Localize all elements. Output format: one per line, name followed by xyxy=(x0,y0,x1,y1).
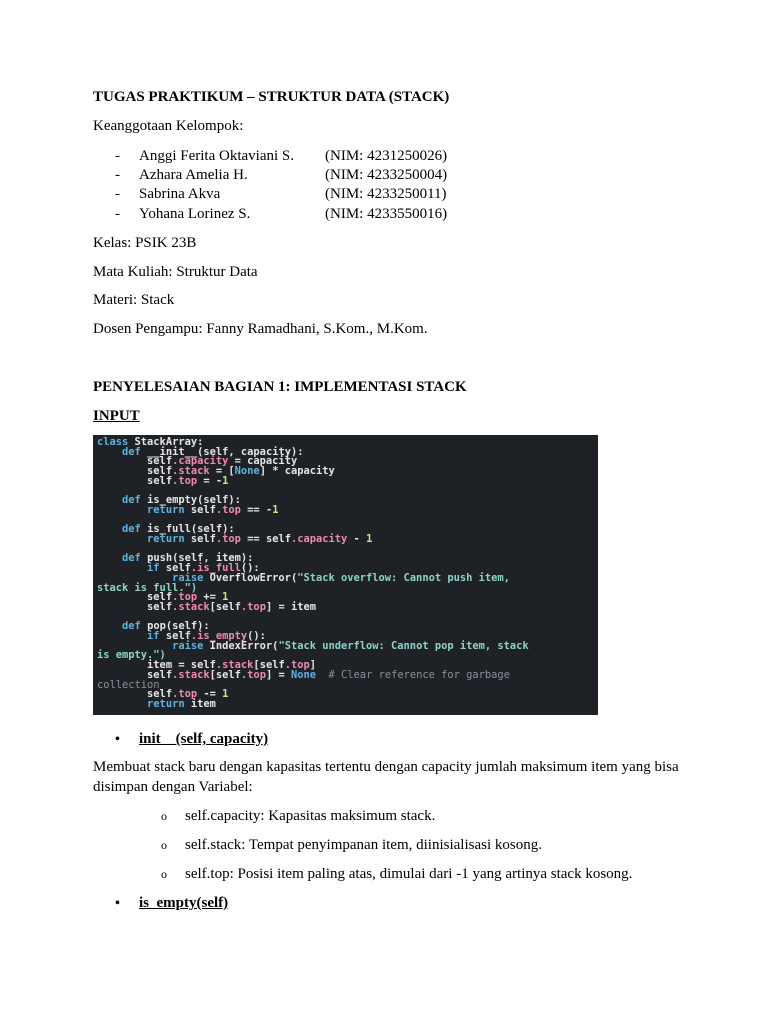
member-item xyxy=(115,205,447,223)
member-item xyxy=(115,147,447,165)
list-dash: - xyxy=(115,167,120,183)
sub-marker: o xyxy=(161,867,167,881)
member-name: Anggi Ferita Oktaviani S. xyxy=(139,148,294,164)
member-name: Azhara Amelia H. xyxy=(139,167,248,183)
list-dash: - xyxy=(115,206,120,222)
sub-marker: o xyxy=(161,809,167,823)
document-title: TUGAS PRAKTIKUM – STRUKTUR DATA (STACK) xyxy=(93,89,450,105)
bullet-is-empty-label: is_empty(self) xyxy=(139,895,229,911)
member-nim: (NIM: 4233550016) xyxy=(325,206,448,222)
init-description: Membuat stack baru dengan kapasitas tertentu dengan capacity jumlah maksimum item yang bisa disimpan dengan Variabel: xyxy=(93,759,679,795)
sub-item-text: self.capacity: Kapasitas maksimum stack. xyxy=(185,808,436,824)
dosen-text: Dosen Pengampu: Fanny Ramadhani, S.Kom., M.Kom. xyxy=(93,321,428,337)
kelas-text: Kelas: PSIK 23B xyxy=(93,235,197,251)
bullet-init xyxy=(115,730,268,749)
member-name: Sabrina Akva xyxy=(139,186,221,202)
group-label: Keanggotaan Kelompok: xyxy=(93,118,244,134)
member-nim: (NIM: 4233250011) xyxy=(325,186,447,202)
member-item xyxy=(115,166,447,184)
sub-item xyxy=(161,836,542,854)
member-name: Yohana Lorinez S. xyxy=(139,206,251,222)
section-heading: PENYELESAIAN BAGIAN 1: IMPLEMENTASI STACK xyxy=(93,379,467,395)
list-dash: - xyxy=(115,148,120,164)
materi-text: Materi: Stack xyxy=(93,292,175,308)
sub-item-text: self.stack: Tempat penyimpanan item, diinisialisasi kosong. xyxy=(185,837,542,853)
bullet-is-empty xyxy=(115,894,228,913)
bullet-dot: • xyxy=(115,732,120,747)
code-screenshot xyxy=(93,435,598,715)
sub-item-text: self.top: Posisi item paling atas, dimulai dari -1 yang artinya stack kosong. xyxy=(185,866,633,882)
mata-kuliah-text: Mata Kuliah: Struktur Data xyxy=(93,264,258,280)
input-label: INPUT xyxy=(93,408,140,424)
list-dash: - xyxy=(115,186,120,202)
member-item xyxy=(115,185,447,203)
sub-item xyxy=(161,865,632,883)
sub-marker: o xyxy=(161,838,167,852)
sub-item xyxy=(161,807,435,825)
bullet-dot: • xyxy=(115,896,120,911)
member-nim: (NIM: 4233250004) xyxy=(325,167,448,183)
bullet-init-label: init__(self, capacity) xyxy=(139,731,269,747)
code-block: class StackArray: def __init__(self, capacity): self.capacity = capacity self.stack = [None] * capacity self.top = -1 def is_empty(self): return self.top == -1 def is_full(self): return self.top == self.capacity - 1 def push(self, item): if self.is_full(): raise OverflowError("Stack overflow: Cannot push item, stack is full.") self.top += 1 self.stack[self.top] = item def pop(self): if self.is_empty(): raise IndexError("Stack underflow: Cannot pop item, stack is empty.") item = self.stack[self.top] self.stack[self.top] = None # Clear reference for garbage collection self.top -= 1 return item xyxy=(97,436,529,710)
member-nim: (NIM: 4231250026) xyxy=(325,148,448,164)
